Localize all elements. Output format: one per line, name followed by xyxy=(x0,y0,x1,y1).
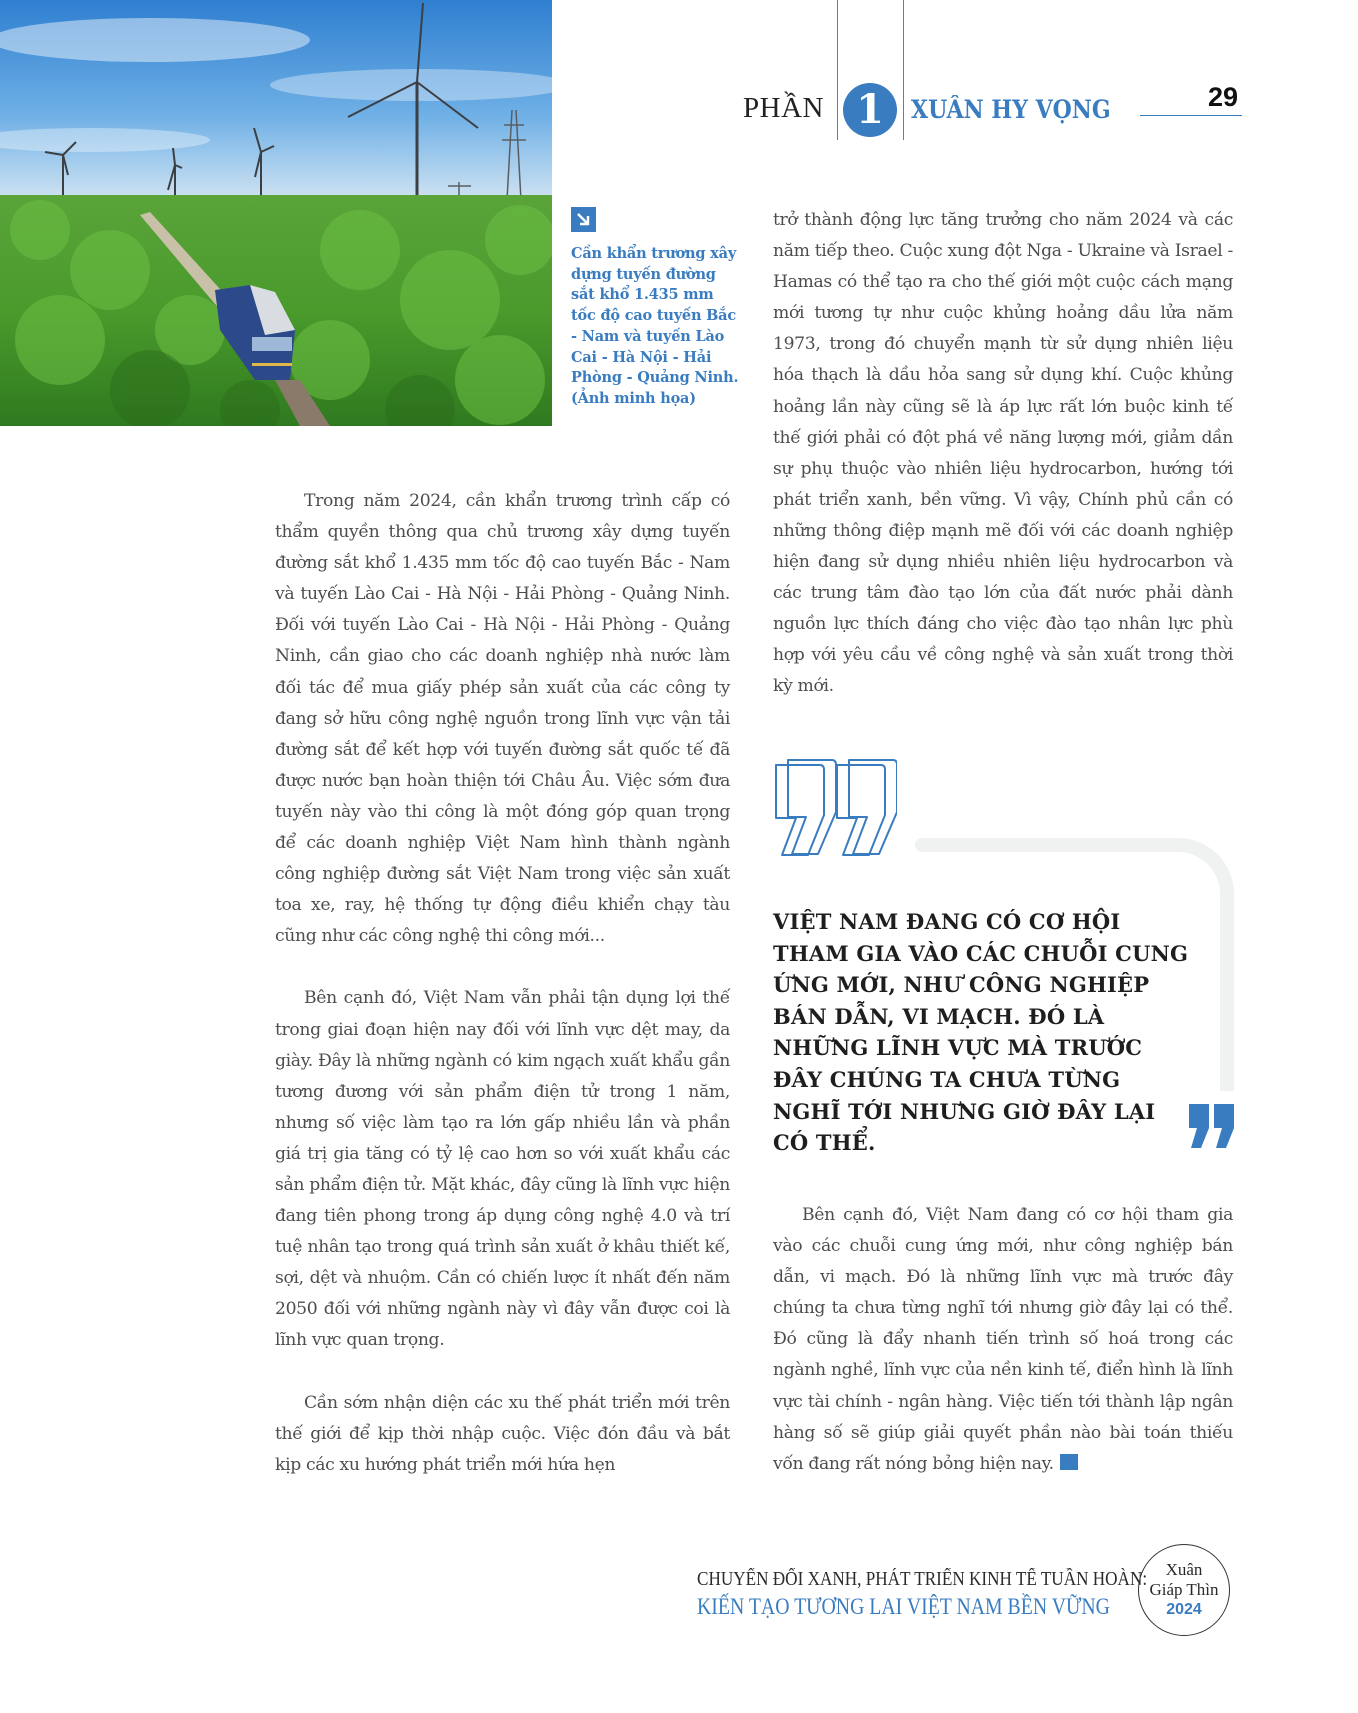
page-number: 29 xyxy=(1208,82,1239,112)
cloud xyxy=(0,18,310,62)
issue-badge-line2: Giáp Thìn xyxy=(1149,1580,1219,1599)
locomotive-stripe xyxy=(252,363,292,366)
final-paragraph-text: Bên cạnh đó, Việt Nam đang có cơ hội tham gia vào các chuỗi cung ứng mới, như công nghiệp bán dẫn, vi mạch. Đó là những lĩnh vực mà trước đây chúng ta chưa từng nghĩ tới nhưng giờ đây lại có thể. Đó cũng là đẩy nhanh tiến trình số hoá trong các ngành nghề, lĩnh vực của nền kinh tế, điển hình là lĩnh vực tài chính - ngân hàng. Việc tiến tới thành lập ngân hàng số sẽ giúp giải quyết phần nào bài toán thiếu vốn đang rất nóng bỏng hiện nay. xyxy=(773,1205,1233,1474)
header-divider-left xyxy=(837,0,838,140)
right-column-top xyxy=(773,205,1233,703)
photo-illustration xyxy=(0,0,552,426)
issue-badge xyxy=(1138,1544,1230,1636)
section-number-badge: 1 xyxy=(843,83,897,137)
pull-quote-frame-top xyxy=(915,838,1175,852)
right-column-bottom xyxy=(773,1200,1233,1480)
body-paragraph-continuation: trở thành động lực tăng trưởng cho năm 2024 và các năm tiếp theo. Cuộc xung đột Nga - Ukraine và Israel - Hamas có thể tạo ra cho thế giới một cuộc cách mạng mới tương tự như cuộc khủng hoảng dầu lửa năm 1973, trong đó chuyển mạnh từ sử dụng nhiên liệu hóa thạch là dầu hỏa sang sử dụng khí. Cuộc khủng hoảng lần này cũng sẽ là áp lực rất lớn buộc kinh tế thế giới phải có đột phá về năng lượng mới, giảm dần sự phụ thuộc vào nhiên liệu hydrocarbon, hướng tới phát triển xanh, bền vững. Vì vậy, Chính phủ cần có những thông điệp mạnh mẽ đối với các doanh nghiệp hiện đang sử dụng nhiều nhiên liệu hydrocarbon và các trung tâm đào tạo lớn của đất nước phải dành nguồn lực thích đáng cho việc đào tạo nhân lực phù hợp với yêu cầu về công nghệ và sản xuất trong thời kỳ mới. xyxy=(773,210,1233,697)
footer-series-title: CHUYỂN ĐỔI XANH, PHÁT TRIỂN KINH TẾ TUẦN HOÀN: xyxy=(697,1569,1148,1590)
quote-open-outline-icon xyxy=(772,757,897,857)
pull-quote-frame-corner xyxy=(1160,838,1234,912)
body-paragraph: Trong năm 2024, cần khẩn trương trình cấp có thẩm quyền thông qua chủ trương xây dựng tuyến đường sắt khổ 1.435 mm tốc độ cao tuyến Bắc - Nam và tuyến Lào Cai - Hà Nội - Hải Phòng - Quảng Ninh. Đối với tuyến Lào Cai - Hà Nội - Hải Phòng - Quảng Ninh, cần giao cho các doanh nghiệp nhà nước làm đối tác để mua giấy phép sản xuất của các công ty đang sở hữu công nghệ nguồn trong lĩnh vực vận tải đường sắt để kết hợp với tuyến đường sắt quốc tế đã được nước bạn hoàn thiện tới Châu Âu. Việc sớm đưa tuyến này vào thi công là một đóng góp quan trọng để các doanh nghiệp Việt Nam hình thành ngành công nghiệp đường sắt Việt Nam trong việc sản xuất toa xe, ray, hệ thống tự động điều khiển chạy tàu cũng như các công nghệ thi công mới... xyxy=(275,491,730,947)
arrow-down-right-icon xyxy=(571,207,596,232)
footer-series-subtitle: KIẾN TẠO TƯƠNG LAI VIỆT NAM BỀN VỮNG xyxy=(697,1594,1110,1619)
photo-caption: Cần khẩn trương xây dựng tuyến đường sắt khổ 1.435 mm tốc độ cao tuyến Bắc - Nam và tuyến Lào Cai - Hà Nội - Hải Phòng - Quảng Ninh. (Ảnh minh họa) xyxy=(571,245,739,407)
header-rule xyxy=(1140,115,1242,116)
issue-badge-year: 2024 xyxy=(1166,1601,1202,1618)
left-column xyxy=(275,486,730,1481)
quote-close-icon xyxy=(1187,1104,1237,1149)
locomotive-windshield xyxy=(252,337,292,351)
pull-quote-frame-right xyxy=(1220,905,1234,1091)
body-paragraph: Bên cạnh đó, Việt Nam vẫn phải tận dụng lợi thế trong giai đoạn hiện nay đối với lĩnh vực dệt may, da giày. Đây là những ngành có kim ngạch xuất khẩu gần tương đương với sản phẩm điện tử trong 1 năm, nhưng số việc làm tạo ra lớn gấp nhiều lần và phần giá trị gia tăng có tỷ lệ cao hơn so với xuất khẩu các sản phẩm điện tử. Mặt khác, đây cũng là lĩnh vực hiện đang tiên phong trong áp dụng công nghệ 4.0 và trí tuệ nhân tạo trong quá trình sản xuất ở khâu thiết kế, sợi, dệt và nhuộm. Cần có chiến lược ít nhất đến năm 2050 đối với những ngành này vì đây vẫn được coi là lĩnh vực quan trọng. xyxy=(275,988,730,1351)
body-paragraph: Cần sớm nhận diện các xu thế phát triển mới trên thế giới để kịp thời nhập cuộc. Việc đón đầu và bắt kịp các xu hướng phát triển mới hứa hẹn xyxy=(275,1392,730,1475)
pull-quote-text: VIỆT NAM ĐANG CÓ CƠ HỘI THAM GIA VÀO CÁC CHUỖI CUNG ỨNG MỚI, NHƯ CÔNG NGHIỆP BÁN DẪN, VI MẠCH. ĐÓ LÀ NHỮNG LĨNH VỰC MÀ TRƯỚC ĐÂY CHÚNG TA CHƯA TỪNG NGHĨ TỚI NHƯNG GIỜ ĐÂY LẠI CÓ THỂ. xyxy=(773,909,1189,1156)
section-title: XUÂN HY VỌNG xyxy=(911,95,1111,124)
train-windfarm-photo xyxy=(0,0,552,426)
article-end-mark-icon xyxy=(1060,1454,1078,1470)
header-divider-right xyxy=(903,0,904,140)
body-paragraph-final xyxy=(773,1200,1233,1480)
section-label: PHẦN xyxy=(743,92,824,124)
issue-badge-line1: Xuân xyxy=(1165,1560,1203,1579)
